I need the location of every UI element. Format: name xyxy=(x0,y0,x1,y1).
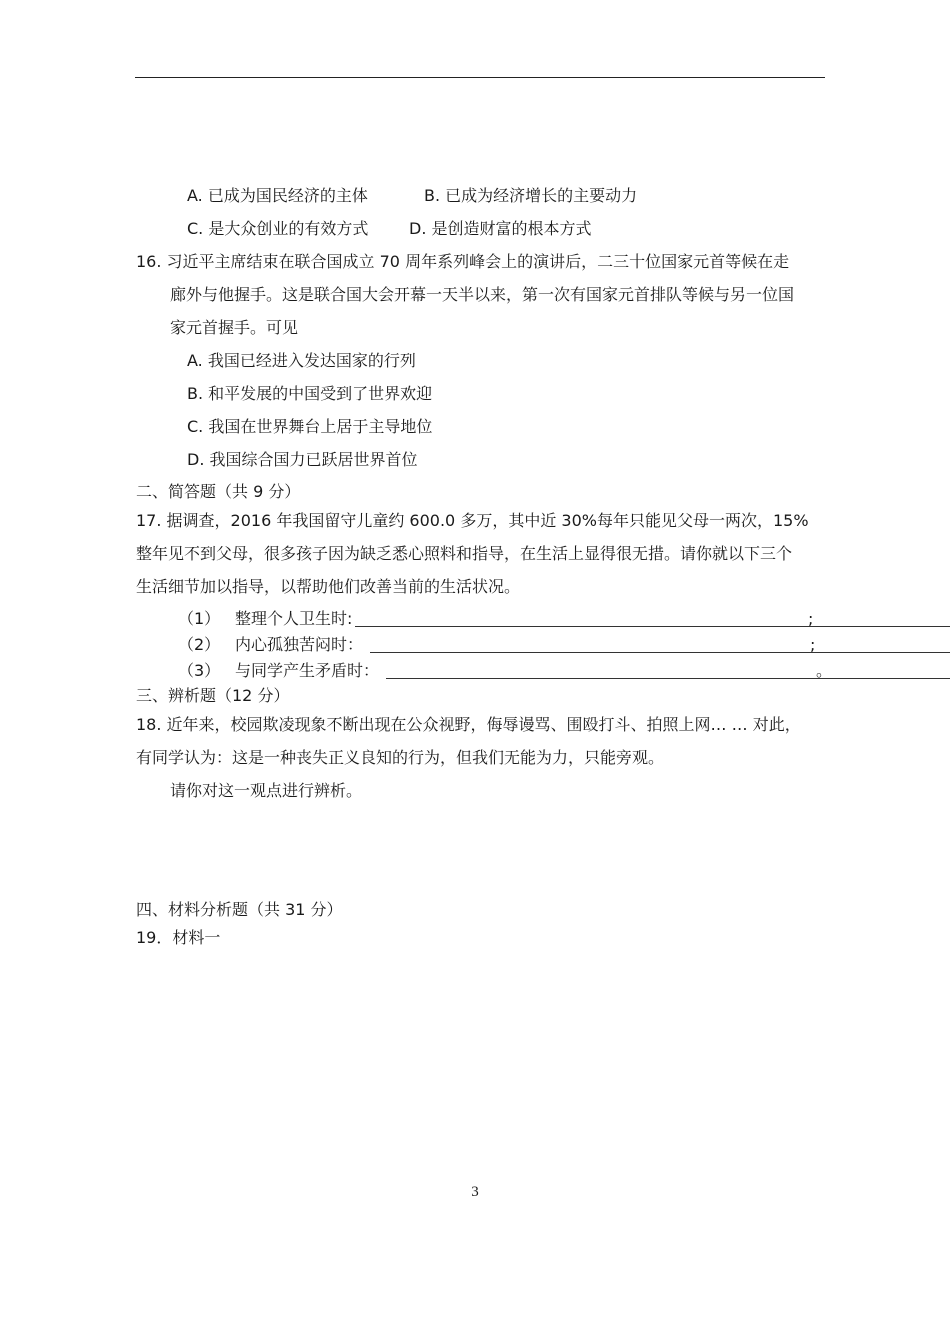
q16-option-c: C. 我国在世界舞台上居于主导地位 xyxy=(187,417,433,436)
section-3-heading: 三、辨析题（12 分） xyxy=(136,686,290,705)
q15-option-b: B. 已成为经济增长的主要动力 xyxy=(424,186,638,205)
q17-item-end: 。 xyxy=(816,661,833,680)
section-4-heading: 四、材料分析题（共 31 分） xyxy=(136,900,343,919)
q15-options-row-1 xyxy=(187,185,637,207)
answer-blank[interactable] xyxy=(386,678,950,679)
q17-stem-line-2: 整年见不到父母，很多孩子因为缺乏悉心照料和指导，在生活上显得很无措。请你就以下三个 xyxy=(136,544,793,563)
q17-stem-line-1: 17. 据调查，2016 年我国留守儿童约 600.0 多万，其中近 30%每年只能见父母一两次，15% xyxy=(136,511,809,530)
q16-stem-line-1: 16. 习近平主席结束在联合国成立 70 周年系列峰会上的演讲后，二三十位国家元首等候在走 xyxy=(136,252,790,271)
header-rule xyxy=(135,77,825,78)
page-number: 3 xyxy=(471,1184,479,1200)
q17-item-number: （2） xyxy=(178,635,221,654)
q17-stem-line-3: 生活细节加以指导，以帮助他们改善当前的生活状况。 xyxy=(136,577,521,596)
answer-blank[interactable] xyxy=(370,652,950,653)
q17-item-end: ; xyxy=(808,609,814,628)
q18-stem-line-1: 18. 近年来，校园欺凌现象不断出现在公众视野，侮辱谩骂、围殴打斗、拍照上网… … 对此， xyxy=(136,715,801,734)
q18-stem-line-3: 请你对这一观点进行辨析。 xyxy=(170,781,363,800)
q16-option-b: B. 和平发展的中国受到了世界欢迎 xyxy=(187,384,433,403)
q19-stem-line-1: 19．材料一 xyxy=(136,928,221,947)
q17-answer-row-2 xyxy=(178,634,828,656)
q16-option-a: A. 我国已经进入发达国家的行列 xyxy=(187,351,416,370)
q15-option-d: D. 是创造财富的根本方式 xyxy=(409,219,592,238)
q15-options-row-2 xyxy=(187,218,592,240)
q15-option-a: A. 已成为国民经济的主体 xyxy=(187,186,368,205)
q16-stem-line-2: 廊外与他握手。这是联合国大会开幕一天半以来，第一次有国家元首排队等候与另一位国 xyxy=(170,285,795,304)
q16-stem-line-3: 家元首握手。可见 xyxy=(170,318,299,337)
q17-item-number: （3） xyxy=(178,661,221,680)
q15-option-c: C. 是大众创业的有效方式 xyxy=(187,219,369,238)
section-2-heading: 二、简答题（共 9 分） xyxy=(136,482,301,501)
q17-item-number: （1） xyxy=(178,609,221,628)
q18-stem-line-2: 有同学认为：这是一种丧失正义良知的行为，但我们无能为力，只能旁观。 xyxy=(136,748,665,767)
q17-item-label: 整理个人卫生时: xyxy=(235,609,353,628)
q17-answer-row-3 xyxy=(178,660,833,682)
q17-item-label: 与同学产生矛盾时： xyxy=(235,661,380,680)
answer-blank[interactable] xyxy=(355,626,950,627)
q16-option-d: D. 我国综合国力已跃居世界首位 xyxy=(187,450,418,469)
q17-answer-row-1 xyxy=(178,608,828,630)
q17-item-end: ; xyxy=(810,635,816,654)
q17-item-label: 内心孤独苦闷时： xyxy=(235,635,364,654)
